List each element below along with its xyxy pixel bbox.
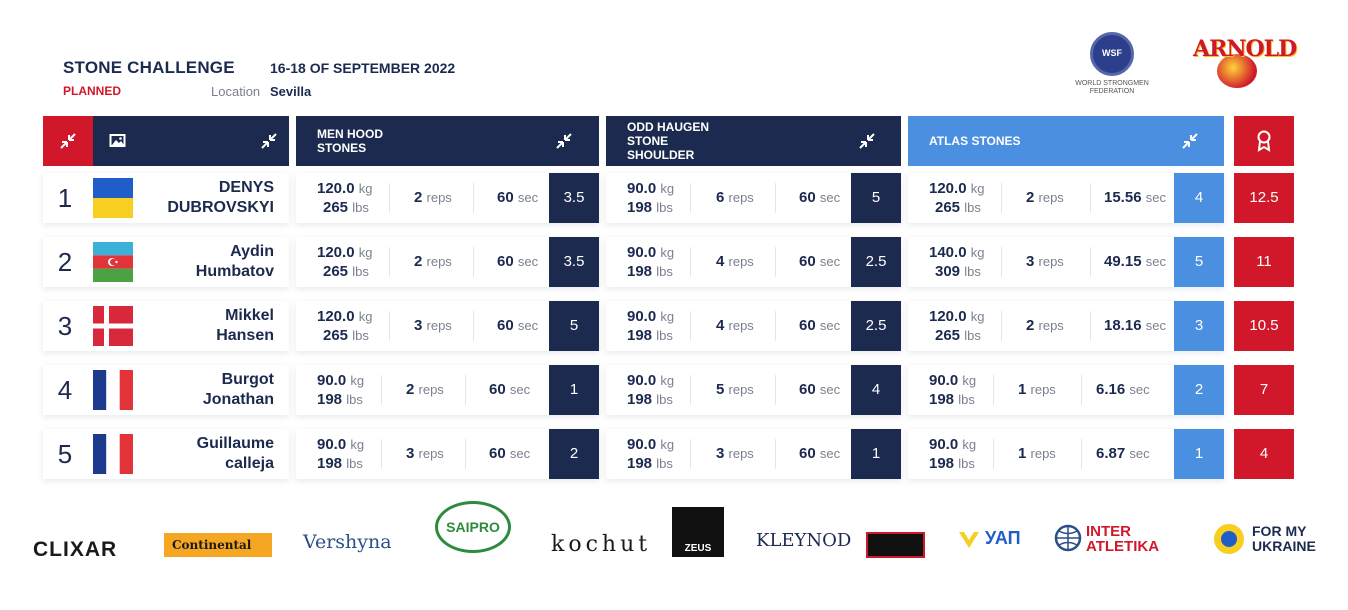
event1-header[interactable]: MEN HOOD STONES xyxy=(296,116,599,166)
e2-points: 4 xyxy=(851,365,901,415)
athlete-name[interactable]: DENYS DUBROVSKYI xyxy=(167,179,274,216)
athlete-name[interactable]: Burgot Jonathan xyxy=(202,371,274,408)
separator xyxy=(1081,375,1082,405)
weight-value: 90.0 kg 198 lbs xyxy=(627,372,675,408)
athlete-name[interactable]: Aydin Humbatov xyxy=(195,243,274,280)
separator xyxy=(473,311,474,341)
e3-points: 5 xyxy=(1174,237,1224,287)
athlete-name[interactable]: Mikkel Hansen xyxy=(216,307,274,344)
separator xyxy=(473,247,474,277)
reps-value: 6 reps xyxy=(716,189,754,206)
separator xyxy=(775,375,776,405)
event-title: STONE CHALLENGE xyxy=(63,58,235,77)
uap-logo[interactable]: УАП xyxy=(957,528,1021,549)
rank-number: 3 xyxy=(57,311,73,341)
separator xyxy=(690,183,691,213)
separator xyxy=(775,247,776,277)
weight-value: 140.0 kg 309 lbs xyxy=(929,244,985,280)
time-value: 60 sec xyxy=(799,253,841,270)
reps-value: 2 reps xyxy=(1026,189,1064,206)
reps-value: 4 reps xyxy=(716,253,754,270)
separator xyxy=(389,311,390,341)
separator xyxy=(381,439,382,469)
separator xyxy=(775,311,776,341)
total-points: 12.5 xyxy=(1234,173,1294,223)
e1-points: 3.5 xyxy=(549,237,599,287)
vershyna-logo[interactable]: Vershyna xyxy=(303,531,392,553)
weight-value: 120.0 kg 265 lbs xyxy=(317,308,373,344)
reps-value: 3 reps xyxy=(1026,253,1064,270)
time-value: 60 sec xyxy=(799,317,841,334)
zeus-logo[interactable]: ZEUS xyxy=(672,507,724,557)
e1-points: 3.5 xyxy=(549,173,599,223)
time-value: 60 sec xyxy=(799,381,841,398)
weight-value: 90.0 kg 198 lbs xyxy=(627,436,675,472)
time-value: 6.87 sec xyxy=(1096,445,1150,462)
weight-value: 90.0 kg 198 lbs xyxy=(627,244,675,280)
time-value: 60 sec xyxy=(799,189,841,206)
athlete-column-header[interactable] xyxy=(93,116,289,166)
kochut-logo[interactable]: kochut xyxy=(551,532,652,557)
e2-points: 5 xyxy=(851,173,901,223)
e1-points: 1 xyxy=(549,365,599,415)
collapse-icon xyxy=(260,132,278,150)
separator xyxy=(690,247,691,277)
time-value: 15.56 sec xyxy=(1104,189,1166,206)
weight-value: 90.0 kg 198 lbs xyxy=(627,308,675,344)
separator xyxy=(381,375,382,405)
separator xyxy=(690,439,691,469)
award-icon xyxy=(1256,130,1274,148)
separator xyxy=(465,375,466,405)
e1-points: 5 xyxy=(549,301,599,351)
arnold-logo: ARNOLD xyxy=(1193,36,1283,90)
separator xyxy=(1001,247,1002,277)
reps-value: 3 reps xyxy=(716,445,754,462)
time-value: 6.16 sec xyxy=(1096,381,1150,398)
separator xyxy=(473,183,474,213)
e3-points: 1 xyxy=(1174,429,1224,479)
e3-points: 2 xyxy=(1174,365,1224,415)
separator xyxy=(389,183,390,213)
weight-value: 120.0 kg 265 lbs xyxy=(929,180,985,216)
athlete-name[interactable]: Guillaume calleja xyxy=(196,435,274,472)
rank-number: 1 xyxy=(57,183,73,213)
reps-value: 3 reps xyxy=(406,445,444,462)
e3-points: 3 xyxy=(1174,301,1224,351)
image-icon xyxy=(109,133,127,151)
collapse-icon xyxy=(59,132,77,150)
weight-value: 120.0 kg 265 lbs xyxy=(317,244,373,280)
location-label: Location xyxy=(211,84,261,99)
separator xyxy=(389,247,390,277)
event2-header[interactable]: ODD HAUGEN STONE SHOULDER xyxy=(606,116,901,166)
rank-number: 5 xyxy=(57,439,73,469)
time-value: 60 sec xyxy=(497,189,539,206)
reps-value: 5 reps xyxy=(716,381,754,398)
time-value: 60 sec xyxy=(497,253,539,270)
separator xyxy=(1001,183,1002,213)
separator xyxy=(1081,439,1082,469)
time-value: 18.16 sec xyxy=(1104,317,1166,334)
separator xyxy=(775,183,776,213)
reps-value: 1 reps xyxy=(1018,445,1056,462)
total-points-header[interactable] xyxy=(1234,116,1294,166)
separator xyxy=(1090,311,1091,341)
collapse-icon xyxy=(1181,132,1199,150)
reps-value: 1 reps xyxy=(1018,381,1056,398)
e2-points: 2.5 xyxy=(851,301,901,351)
total-points: 4 xyxy=(1234,429,1294,479)
rank-number: 4 xyxy=(57,375,73,405)
separator xyxy=(775,439,776,469)
weight-value: 120.0 kg 265 lbs xyxy=(929,308,985,344)
reps-value: 3 reps xyxy=(414,317,452,334)
total-points: 7 xyxy=(1234,365,1294,415)
weight-value: 90.0 kg 198 lbs xyxy=(317,436,365,472)
separator xyxy=(1090,183,1091,213)
collapse-icon xyxy=(555,132,573,150)
collapse-icon xyxy=(858,132,876,150)
e1-points: 2 xyxy=(549,429,599,479)
total-points: 10.5 xyxy=(1234,301,1294,351)
saipro-logo[interactable]: SAIPRO xyxy=(435,501,511,553)
reps-value: 4 reps xyxy=(716,317,754,334)
reps-value: 2 reps xyxy=(414,253,452,270)
time-value: 60 sec xyxy=(489,445,531,462)
event3-header[interactable]: ATLAS STONES xyxy=(908,116,1224,166)
weight-value: 90.0 kg 198 lbs xyxy=(627,180,675,216)
weight-value: 90.0 kg 198 lbs xyxy=(929,436,977,472)
formyukraine-logo[interactable]: FOR MY UKRAINE xyxy=(1212,524,1322,554)
separator xyxy=(465,439,466,469)
separator xyxy=(690,311,691,341)
separator xyxy=(993,439,994,469)
time-value: 60 sec xyxy=(497,317,539,334)
total-points: 11 xyxy=(1234,237,1294,287)
separator xyxy=(1090,247,1091,277)
separator xyxy=(690,375,691,405)
continental-logo[interactable]: Continental xyxy=(164,533,272,557)
separator xyxy=(993,375,994,405)
weight-value: 90.0 kg 198 lbs xyxy=(317,372,365,408)
wsf-logo: WSF WORLD STRONGMEN FEDERATION xyxy=(1068,32,1156,98)
time-value: 60 sec xyxy=(799,445,841,462)
weight-value: 90.0 kg 198 lbs xyxy=(929,372,977,408)
rank-number: 2 xyxy=(57,247,73,277)
weight-value: 120.0 kg 265 lbs xyxy=(317,180,373,216)
event-dates: 16-18 OF SEPTEMBER 2022 xyxy=(270,60,456,76)
e2-points: 2.5 xyxy=(851,237,901,287)
event-status: PLANNED xyxy=(63,84,122,98)
separator xyxy=(1001,311,1002,341)
e3-points: 4 xyxy=(1174,173,1224,223)
location-value: Sevilla xyxy=(270,84,312,99)
clixar-logo[interactable]: CLIXAR xyxy=(33,538,118,561)
time-value: 49.15 sec xyxy=(1104,253,1166,270)
time-value: 60 sec xyxy=(489,381,531,398)
kleynod-logo[interactable]: KLEYNOD xyxy=(756,530,852,551)
reps-value: 2 reps xyxy=(414,189,452,206)
reps-value: 2 reps xyxy=(406,381,444,398)
collapse-rank-button[interactable] xyxy=(43,116,93,166)
bc-logo[interactable] xyxy=(866,532,925,558)
e2-points: 1 xyxy=(851,429,901,479)
reps-value: 2 reps xyxy=(1026,317,1064,334)
interatletika-logo[interactable]: INTER ATLETIKA xyxy=(1054,524,1189,554)
